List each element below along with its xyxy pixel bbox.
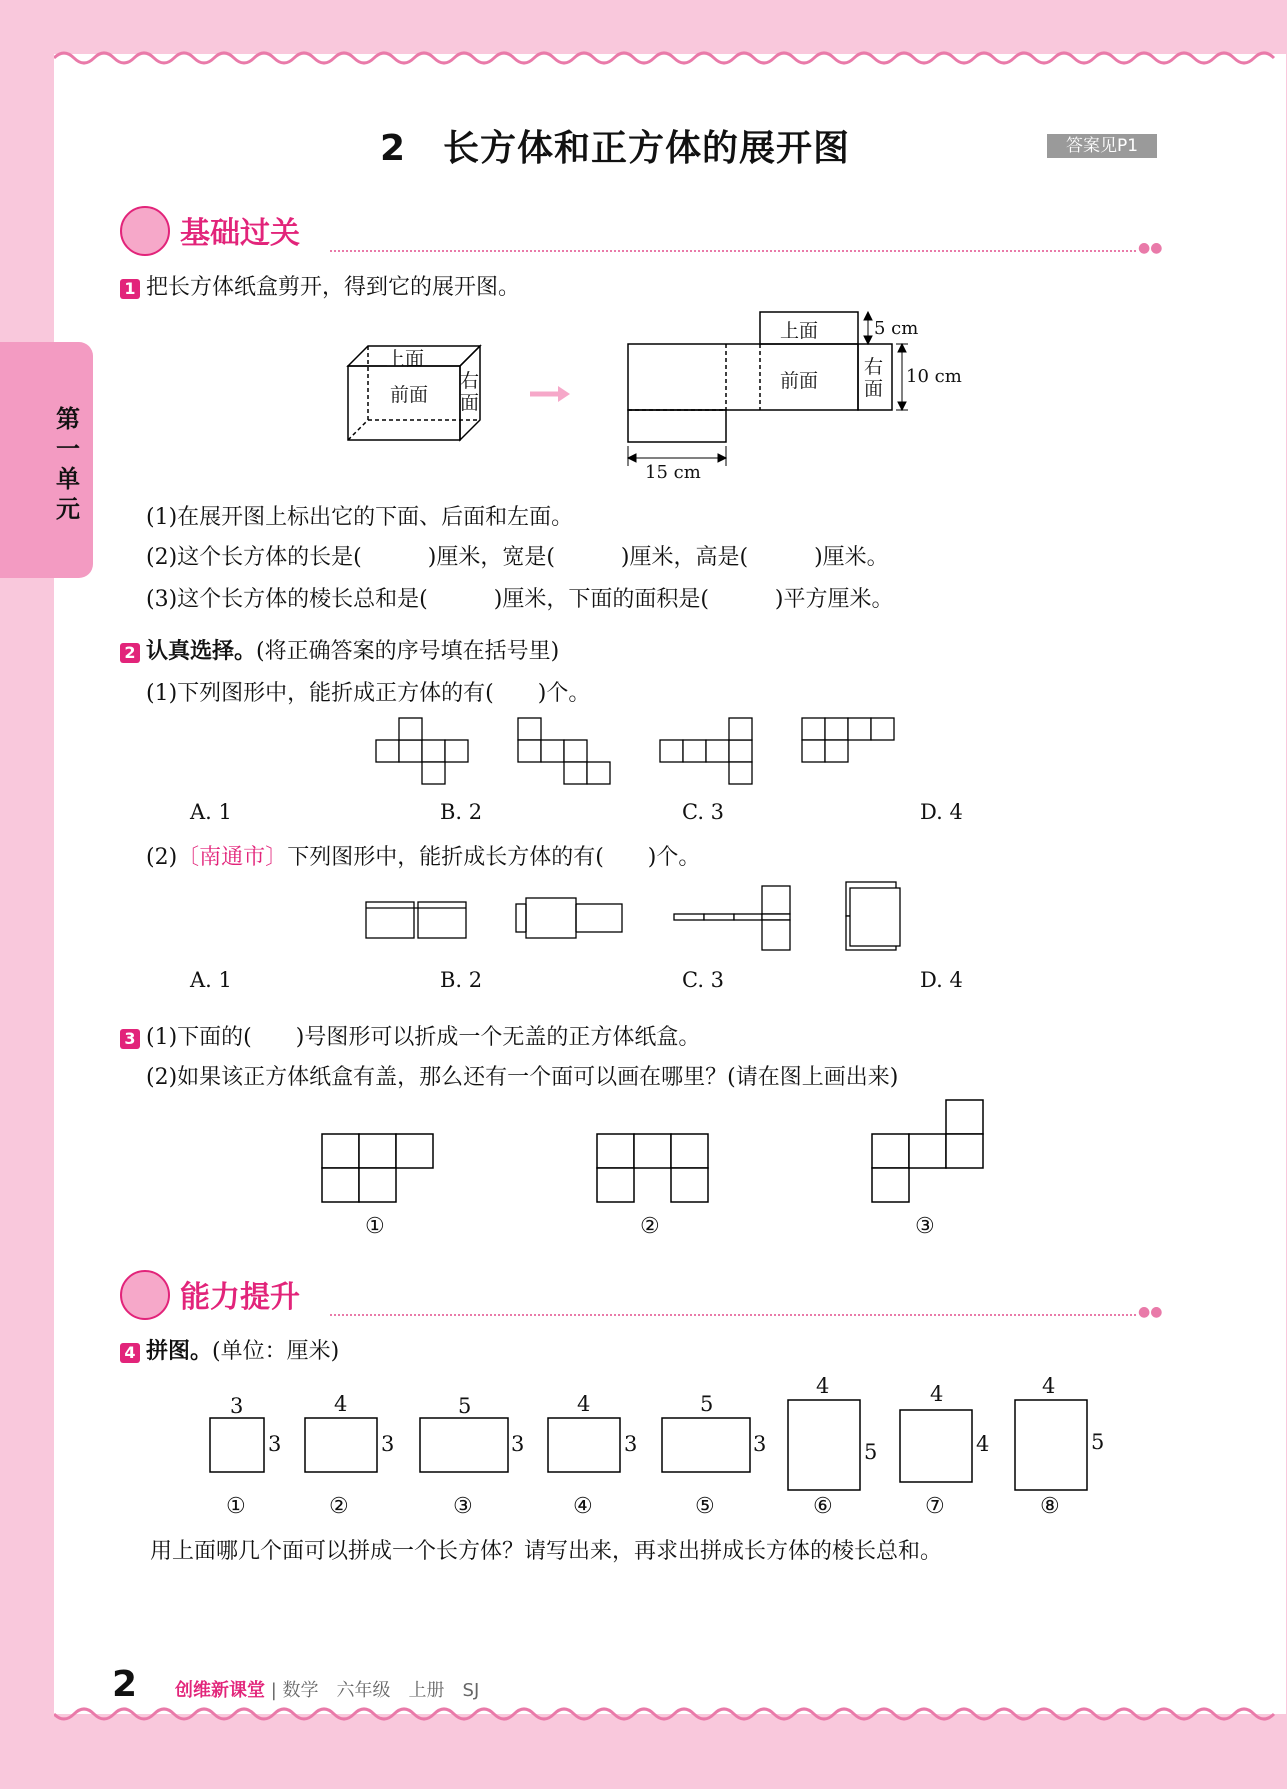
face-1 (210, 1418, 264, 1472)
box-top-label: 上面 (386, 348, 425, 370)
question-unit: (单位：厘米) (212, 1339, 340, 1364)
cuboid-net-option-b (516, 898, 622, 938)
section-heading-advanced: 能力提升 (180, 1280, 300, 1315)
face-8-height: 5 (1091, 1430, 1105, 1454)
cube-net-option-c (660, 718, 752, 784)
net-label-2: ② (640, 1214, 660, 1239)
face-1-height: 3 (268, 1432, 282, 1456)
cube-net-option-d (802, 718, 894, 762)
face-2-height: 3 (381, 1432, 395, 1456)
face-4-id: ④ (573, 1494, 593, 1519)
q3-sub2: (2)如果该正方体纸盒有盖，那么还有一个面可以画在哪里？(请在图上画出来) (146, 1065, 899, 1090)
question-3 (120, 1020, 700, 1051)
dots-icon: ●● (1138, 240, 1163, 256)
open-box-net-3 (872, 1100, 983, 1202)
q2-option2-d: D. 4 (920, 968, 963, 992)
dots-icon: ●● (1138, 1304, 1163, 1320)
footer-brand: 创维新课堂 (175, 1680, 265, 1701)
q2-option-c: C. 3 (682, 800, 725, 824)
q1-sub1: (1)在展开图上标出它的下面、后面和左面。 (146, 505, 574, 530)
face-3 (420, 1418, 508, 1472)
question-2 (120, 634, 559, 665)
face-2-width: 4 (334, 1392, 348, 1416)
q2-option-d: D. 4 (920, 800, 963, 824)
q2-sub2-text: 下列图形中，能折成长方体的有( )个。 (287, 845, 701, 870)
mascot-icon (120, 1270, 170, 1320)
face-7-height: 4 (976, 1432, 990, 1456)
face-8-width: 4 (1042, 1374, 1056, 1398)
answer-reference: 答案见P1 (1047, 134, 1157, 158)
face-7-id: ⑦ (925, 1494, 945, 1519)
face-7-width: 4 (930, 1382, 944, 1406)
region-tag: 〔南通市〕 (177, 845, 288, 870)
open-box-net-1 (322, 1134, 433, 1202)
face-4 (548, 1418, 620, 1472)
face-5 (662, 1418, 750, 1472)
face-6-height: 5 (864, 1440, 878, 1464)
net-right-label: 右面 (864, 356, 884, 400)
q2-option2-c: C. 3 (682, 968, 725, 992)
face-6-width: 4 (816, 1374, 830, 1398)
box-right-label: 右面 (460, 370, 480, 414)
face-3-id: ③ (453, 1494, 473, 1519)
net-label-1: ① (365, 1214, 385, 1239)
cube-net-option-b (518, 718, 610, 784)
q2-sub1: (1)下列图形中，能折成正方体的有( )个。 (146, 681, 591, 706)
page-title: 2 长方体和正方体的展开图 (380, 128, 851, 169)
footer-subject: 数学 六年级 上册 SJ (282, 1680, 480, 1701)
net-top-label: 上面 (780, 320, 819, 342)
page-number: 2 (112, 1664, 138, 1705)
question-text: 把长方体纸盒剪开，得到它的展开图。 (146, 275, 521, 300)
q3-sub1: (1)下面的( )号图形可以折成一个无盖的正方体纸盒。 (146, 1025, 701, 1050)
face-3-height: 3 (511, 1432, 525, 1456)
face-6 (788, 1400, 860, 1490)
box-front-label: 前面 (390, 384, 429, 406)
face-8 (1015, 1400, 1087, 1490)
cuboid-net-option-a (366, 902, 466, 938)
unit-label: 第一单元 (56, 405, 80, 523)
dimension-15cm: 15 cm (645, 462, 701, 483)
face-1-id: ① (226, 1494, 246, 1519)
cuboid-net-option-c (674, 886, 790, 950)
q2-sub2-number: (2) (146, 845, 178, 870)
question-title: 拼图。 (146, 1339, 213, 1364)
face-4-width: 4 (577, 1392, 591, 1416)
net-front-label: 前面 (780, 370, 819, 392)
dimension-10cm: 10 cm (906, 366, 962, 387)
question-number: 2 (120, 643, 140, 663)
question-4 (120, 1334, 339, 1365)
face-4-height: 3 (624, 1432, 638, 1456)
face-8-id: ⑧ (1040, 1494, 1060, 1519)
q2-option-b: B. 2 (440, 800, 483, 824)
question-number: 4 (120, 1343, 140, 1363)
q4-question: 用上面哪几个面可以拼成一个长方体？请写出来，再求出拼成长方体的棱长总和。 (150, 1539, 943, 1564)
face-3-width: 5 (458, 1394, 472, 1418)
dimension-5cm: 5 cm (874, 318, 919, 339)
face-1-width: 3 (230, 1394, 244, 1418)
face-2 (305, 1418, 377, 1472)
question-number: 3 (120, 1029, 140, 1049)
face-5-height: 3 (753, 1432, 767, 1456)
face-5-width: 5 (700, 1392, 714, 1416)
footer-info: 创维新课堂 | 数学 六年级 上册 SJ (175, 1680, 480, 1701)
open-box-net-2 (597, 1134, 708, 1202)
face-7 (900, 1410, 972, 1482)
face-5-id: ⑤ (695, 1494, 715, 1519)
cube-net-option-a (376, 718, 468, 784)
q2-option-a: A. 1 (190, 800, 232, 824)
section-divider (330, 1314, 1136, 1316)
q2-sub2 (146, 840, 700, 871)
q1-sub2: (2)这个长方体的长是( )厘米，宽是( )厘米，高是( )厘米。 (146, 545, 889, 570)
q2-option2-b: B. 2 (440, 968, 483, 992)
section-heading-basic: 基础过关 (180, 216, 300, 251)
net-label-3: ③ (915, 1214, 935, 1239)
arrow-right-icon (530, 386, 570, 402)
face-2-id: ② (329, 1494, 349, 1519)
q1-sub3: (3)这个长方体的棱长总和是( )厘米，下面的面积是( )平方厘米。 (146, 587, 894, 612)
question-hint: (将正确答案的序号填在括号里) (256, 639, 560, 664)
q2-option2-a: A. 1 (190, 968, 232, 992)
cuboid-net-option-d (846, 882, 900, 950)
face-6-id: ⑥ (813, 1494, 833, 1519)
cuboid-net (628, 312, 892, 442)
question-title: 认真选择。 (146, 639, 257, 664)
question-number: 1 (120, 279, 140, 299)
